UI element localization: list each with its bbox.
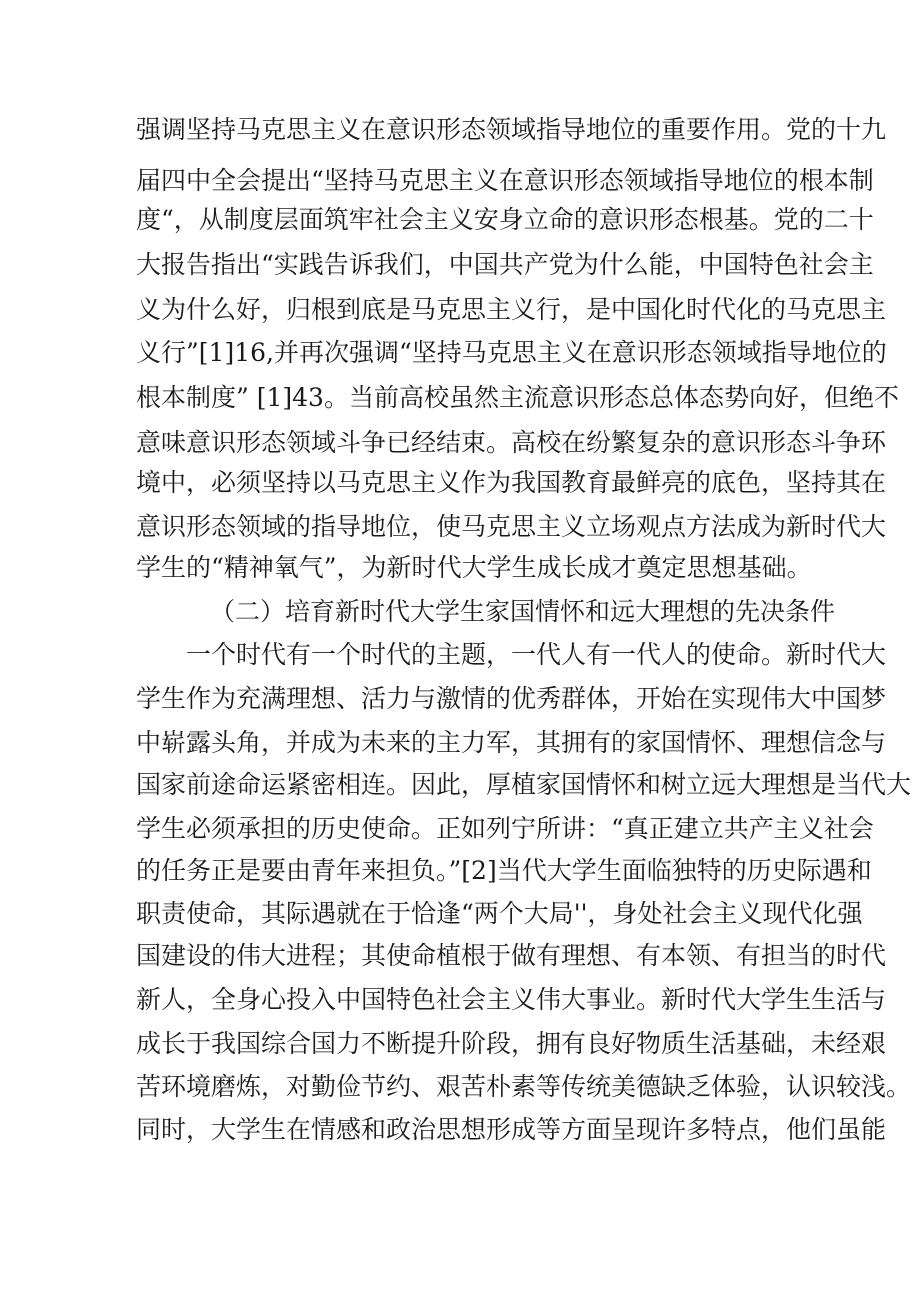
paragraph-line: 学生作为充满理想、活力与激情的优秀群体，开始在实现伟大中国梦 bbox=[136, 684, 887, 713]
section-heading: （二）培育新时代大学生家国情怀和远大理想的先决条件 bbox=[210, 597, 836, 626]
paragraph-line: 根本制度” [1]43。当前高校虽然主流意识形态总体态势向好，但绝不 bbox=[136, 383, 899, 412]
paragraph-line: 意味意识形态领域斗争已经结束。高校在纷繁复杂的意识形态斗争环 bbox=[136, 428, 887, 457]
paragraph-line: 国家前途命运紧密相连。因此，厚植家国情怀和树立远大理想是当代大 bbox=[136, 770, 912, 799]
paragraph-line: 意识形态领域的指导地位，使马克思主义立场观点方法成为新时代大 bbox=[136, 512, 887, 541]
paragraph-line: 境中，必须坚持以马克思主义作为我国教育最鲜亮的底色，坚持其在 bbox=[136, 468, 887, 497]
paragraph-line: 义行”[1]16,并再次强调“坚持马克思主义在意识形态领域指导地位的 bbox=[136, 338, 887, 367]
paragraph-line: 新人，全身心投入中国特色社会主义伟大事业。新时代大学生生活与 bbox=[136, 985, 887, 1014]
paragraph-line: 中崭露头角，并成为未来的主力军，其拥有的家国情怀、理想信念与 bbox=[136, 728, 887, 757]
paragraph-line: 苦环境磨炼，对勤俭节约、艰苦朴素等传统美德缺乏体验，认识较浅。 bbox=[136, 1072, 912, 1101]
paragraph-line: 大报告指出“实践告诉我们，中国共产党为什么能，中国特色社会主 bbox=[136, 250, 874, 279]
paragraph-line: 的任务正是要由青年来担负。”[2]当代大学生面临独特的历史际遇和 bbox=[136, 856, 872, 885]
paragraph-line: 国建设的伟大进程；其使命植根于做有理想、有本领、有担当的时代 bbox=[136, 941, 887, 970]
paragraph-line: 学生必须承担的历史使命。正如列宁所讲：“真正建立共产主义社会 bbox=[136, 814, 874, 843]
paragraph-line: 义为什么好，归根到底是马克思主义行，是中国化时代化的马克思主 bbox=[136, 295, 887, 324]
paragraph-line: 学生的“精神氧气”，为新时代大学生成长成才奠定思想基础。 bbox=[136, 553, 812, 582]
paragraph-line: 届四中全会提出“坚持马克思主义在意识形态领域指导地位的根本制 bbox=[136, 166, 874, 195]
paragraph-line: 度“，从制度层面筑牢社会主义安身立命的意识形态根基。党的二十 bbox=[136, 205, 874, 234]
paragraph-line: 一个时代有一个时代的主题，一代人有一代人的使命。新时代大 bbox=[186, 640, 887, 669]
paragraph-line: 同时，大学生在情感和政治思想形成等方面呈现许多特点，他们虽能 bbox=[136, 1115, 887, 1144]
paragraph-line: 职责使命，其际遇就在于恰逢“两个大局''，身处社会主义现代化强 bbox=[136, 899, 863, 928]
paragraph-line: 强调坚持马克思主义在意识形态领域指导地位的重要作用。党的十九 bbox=[136, 115, 887, 144]
paragraph-line: 成长于我国综合国力不断提升阶段，拥有良好物质生活基础，未经艰 bbox=[136, 1029, 887, 1058]
